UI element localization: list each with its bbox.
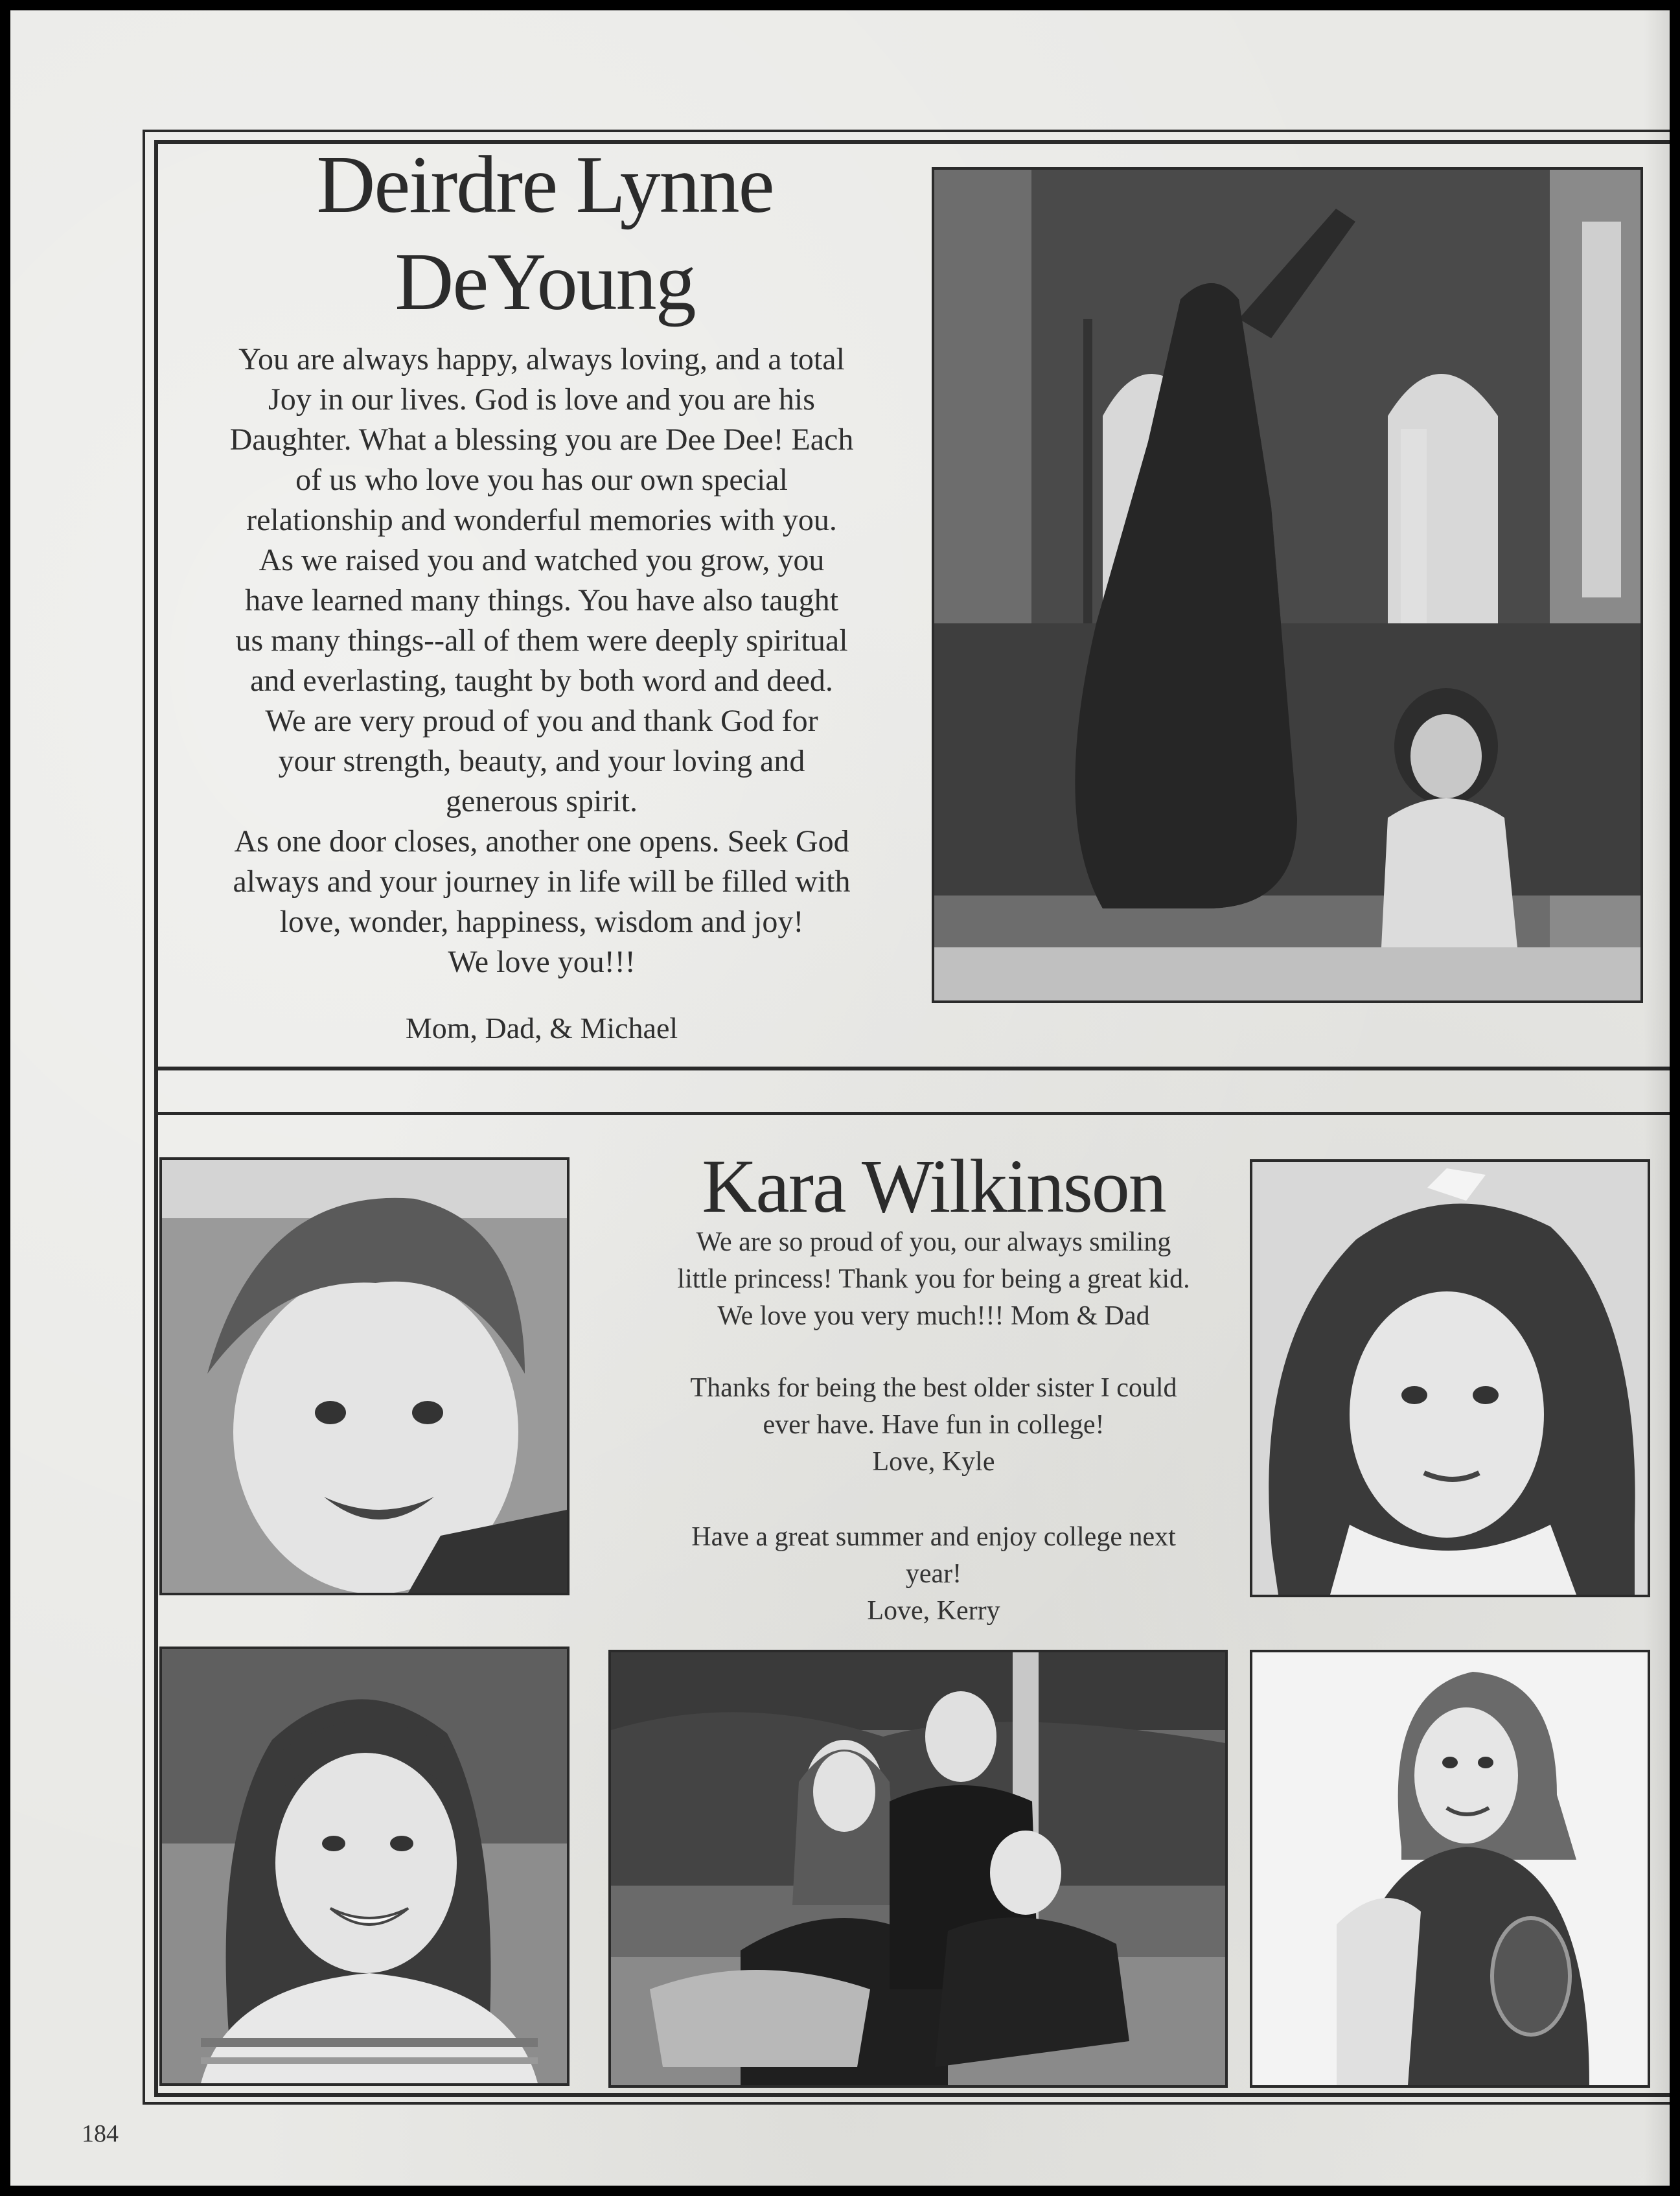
message-line: Have a great summer and enjoy college next <box>691 1522 1176 1552</box>
message-line: Joy in our lives. God is love and you are his <box>268 382 815 417</box>
yearbook-page <box>10 10 1670 2186</box>
photo-smiling-teen <box>159 1647 570 2086</box>
name-line-1: Deirdre Lynne <box>316 140 774 230</box>
message-line: We are very proud of you and thank God for <box>265 704 818 738</box>
message-line: Love, Kerry <box>867 1596 1000 1626</box>
message-line: generous spirit. <box>446 784 638 818</box>
message-line: As one door closes, another one opens. Seek God <box>234 824 849 859</box>
message-line: We love you very much!!! Mom & Dad <box>717 1301 1150 1331</box>
message-line: little princess! Thank you for being a great kid. <box>677 1264 1190 1294</box>
message-line: us many things--all of them were deeply spiritual <box>235 623 848 658</box>
message-line: ever have. Have fun in college! <box>763 1410 1105 1440</box>
page-gutter-shadow <box>1644 10 1670 2186</box>
message-line: We are so proud of you, our always smiling <box>696 1227 1171 1257</box>
message-kyle <box>593 1370 1274 1481</box>
photo-statue-child <box>932 167 1643 1003</box>
photo-letter-jacket <box>1250 1650 1650 2088</box>
kara-name: Kara Wilkinson <box>702 1144 1166 1229</box>
message-line: relationship and wonderful memories with you. <box>246 503 837 537</box>
message-line: As we raised you and watched you grow, you <box>259 543 825 577</box>
message-line: your strength, beauty, and your loving and <box>278 744 805 778</box>
message-line: year! <box>905 1559 962 1589</box>
photo-curly-hair-girl <box>1250 1159 1650 1597</box>
message-line: have learned many things. You have also taught <box>245 583 838 618</box>
dedication-message <box>159 340 924 982</box>
photo-toddler-beach <box>159 1157 570 1595</box>
message-kerry <box>593 1519 1274 1630</box>
message-parents <box>593 1224 1274 1335</box>
photo-siblings <box>608 1650 1228 2088</box>
message-line: and everlasting, taught by both word and deed. <box>250 664 833 698</box>
page-number: 184 <box>82 2120 119 2147</box>
section-divider-2 <box>154 1112 1670 1115</box>
message-line: love, wonder, happiness, wisdom and joy! <box>279 905 804 939</box>
message-line: Daughter. What a blessing you are Dee Dee! Each <box>229 422 854 457</box>
message-line: Love, Kyle <box>872 1447 995 1477</box>
name-line-2: DeYoung <box>395 237 695 327</box>
message-line: of us who love you has our own special <box>295 463 788 497</box>
message-line: Thanks for being the best older sister I could <box>690 1373 1177 1403</box>
message-line: always and your journey in life will be filled with <box>233 864 851 899</box>
signature: Mom, Dad, & Michael <box>405 1011 678 1045</box>
message-line: You are always happy, always loving, and a total <box>238 342 845 376</box>
section-divider <box>154 1067 1670 1070</box>
message-line: We love you!!! <box>448 945 636 979</box>
